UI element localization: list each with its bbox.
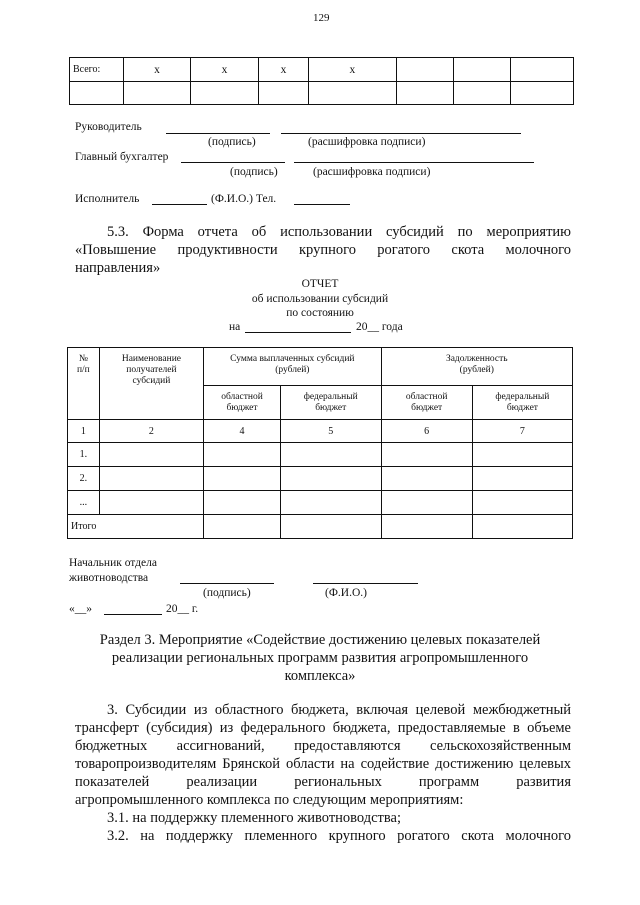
total-cell: х: [258, 58, 309, 82]
header-regional: [204, 386, 281, 420]
table-cell: [472, 443, 572, 467]
table-cell: [99, 491, 203, 515]
paragraph-line: бюджетных ассигнований, предоставляются сельскохозяйственным: [75, 738, 571, 754]
header-name-text: Наименование получателей субсидий: [121, 354, 182, 386]
signature-line: [294, 162, 534, 163]
paragraph-line: показателей реализации региональных программ развития: [75, 774, 571, 790]
total-cell-empty: [454, 82, 511, 105]
header-regional: [381, 386, 472, 420]
section-heading-line: «Повышение продуктивности крупного рогатого скота молочного: [75, 242, 571, 258]
paragraph-line: трансферт (субсидия) из федерального бюджета, предоставляемые в объеме: [75, 720, 571, 736]
table-row-label: 2.: [68, 467, 100, 491]
total-label: Всего:: [70, 58, 124, 82]
header-debt-text: Задолженность (рублей): [445, 354, 508, 375]
table-cell: [204, 515, 281, 539]
report-date-year: 20__ года: [356, 321, 403, 333]
date-line: [104, 614, 162, 615]
col-number: 2: [99, 420, 203, 443]
section-heading-line: 5.3. Форма отчета об использовании субсидий по мероприятию: [107, 224, 571, 240]
header-regional-text: областной бюджет: [221, 391, 263, 413]
report-subtitle: по состоянию: [286, 307, 354, 319]
paragraph-line: товаропроизводителям Брянской области на содействие достижению целевых: [75, 756, 571, 772]
col-number: 6: [381, 420, 472, 443]
header-regional-text: областной бюджет: [405, 391, 448, 413]
table-cell: [99, 443, 203, 467]
total-cell-empty: [258, 82, 309, 105]
table-cell: [381, 467, 472, 491]
header-num-text: № п/п: [76, 354, 90, 375]
table-cell: [472, 491, 572, 515]
header-paid-text: Сумма выплаченных субсидий (рублей): [230, 354, 355, 375]
table-cell: [381, 491, 472, 515]
signature-line: [281, 133, 521, 134]
decoding-label: (расшифровка подписи): [313, 166, 431, 178]
table-cell: [381, 515, 472, 539]
total-cell-empty: [511, 82, 574, 105]
table-cell: [381, 443, 472, 467]
total-cell-empty: [70, 82, 124, 105]
signature-line: [152, 204, 207, 205]
table-cell: [280, 443, 381, 467]
table-cell: [472, 467, 572, 491]
report-subtitle: об использовании субсидий: [251, 293, 389, 305]
total-cell-empty: [454, 58, 511, 82]
total-cell-empty: [191, 82, 258, 105]
header-paid: [204, 348, 381, 386]
table-cell: [280, 491, 381, 515]
total-cell: х: [309, 58, 396, 82]
total-cell-empty: [309, 82, 396, 105]
total-cell-empty: [396, 82, 453, 105]
chief-accountant-label: Главный бухгалтер: [75, 151, 169, 163]
total-cell-empty: [511, 58, 574, 82]
signature-line: [181, 162, 285, 163]
table-cell: [99, 467, 203, 491]
col-number: 1: [68, 420, 100, 443]
header-name: [99, 348, 203, 420]
table-cell: [280, 467, 381, 491]
table-cell: [472, 515, 572, 539]
header-federal-text: федеральный бюджет: [495, 391, 550, 413]
section3-title-line: Раздел 3. Мероприятие «Содействие достижению целевых показателей: [99, 632, 541, 648]
list-item: 3.1. на поддержку племенного животноводства;: [107, 810, 402, 826]
header-num: [68, 348, 100, 420]
signature-line: [294, 204, 350, 205]
head-dept-label: животноводства: [69, 572, 149, 584]
signature-line: [313, 583, 418, 584]
head-dept-label: Начальник отдела: [69, 557, 157, 569]
executor-fio-label: (Ф.И.О.) Тел.: [211, 193, 277, 205]
header-federal-text: федеральный бюджет: [303, 391, 358, 413]
table-cell: [204, 443, 281, 467]
podpis-label: (подпись): [208, 136, 256, 148]
podpis-label: (подпись): [203, 587, 251, 599]
table-cell: [204, 491, 281, 515]
header-debt: [381, 348, 572, 386]
report-title: ОТЧЕТ: [301, 278, 339, 290]
section3-title-line: реализации региональных программ развития агропромышленного: [111, 650, 529, 666]
section3-title-line: комплекса»: [284, 668, 356, 684]
paragraph-line: агропромышленного комплекса по следующим мероприятиям:: [75, 792, 464, 808]
total-table: [69, 57, 574, 105]
total-cell-empty: [396, 58, 453, 82]
total-row-label: Итого: [68, 515, 204, 539]
table-cell: [280, 515, 381, 539]
date-year: 20__ г.: [166, 603, 199, 615]
col-number: 5: [280, 420, 381, 443]
total-cell-empty: [123, 82, 190, 105]
report-table: [67, 347, 573, 539]
paragraph-line: 3. Субсидии из областного бюджета, включая целевой межбюджетный: [107, 702, 571, 718]
total-cell: х: [123, 58, 190, 82]
signature-line: [166, 133, 270, 134]
date-open: «__»: [69, 603, 92, 615]
date-line: [245, 332, 351, 333]
fio-label: (Ф.И.О.): [325, 587, 367, 599]
decoding-label: (расшифровка подписи): [308, 136, 426, 148]
table-row-label: ...: [68, 491, 100, 515]
head-label: Руководитель: [75, 121, 142, 133]
total-cell: х: [191, 58, 258, 82]
table-row-label: 1.: [68, 443, 100, 467]
header-federal: [280, 386, 381, 420]
header-federal: [472, 386, 572, 420]
table-cell: [204, 467, 281, 491]
col-number: 4: [204, 420, 281, 443]
podpis-label: (подпись): [230, 166, 278, 178]
page-number: 129: [313, 12, 330, 24]
list-item: 3.2. на поддержку племенного крупного рогатого скота молочного: [107, 828, 571, 844]
report-date-prefix: на: [229, 321, 241, 333]
section-heading-line: направления»: [75, 260, 161, 276]
executor-label: Исполнитель: [75, 193, 140, 205]
col-number: 7: [472, 420, 572, 443]
signature-line: [180, 583, 274, 584]
